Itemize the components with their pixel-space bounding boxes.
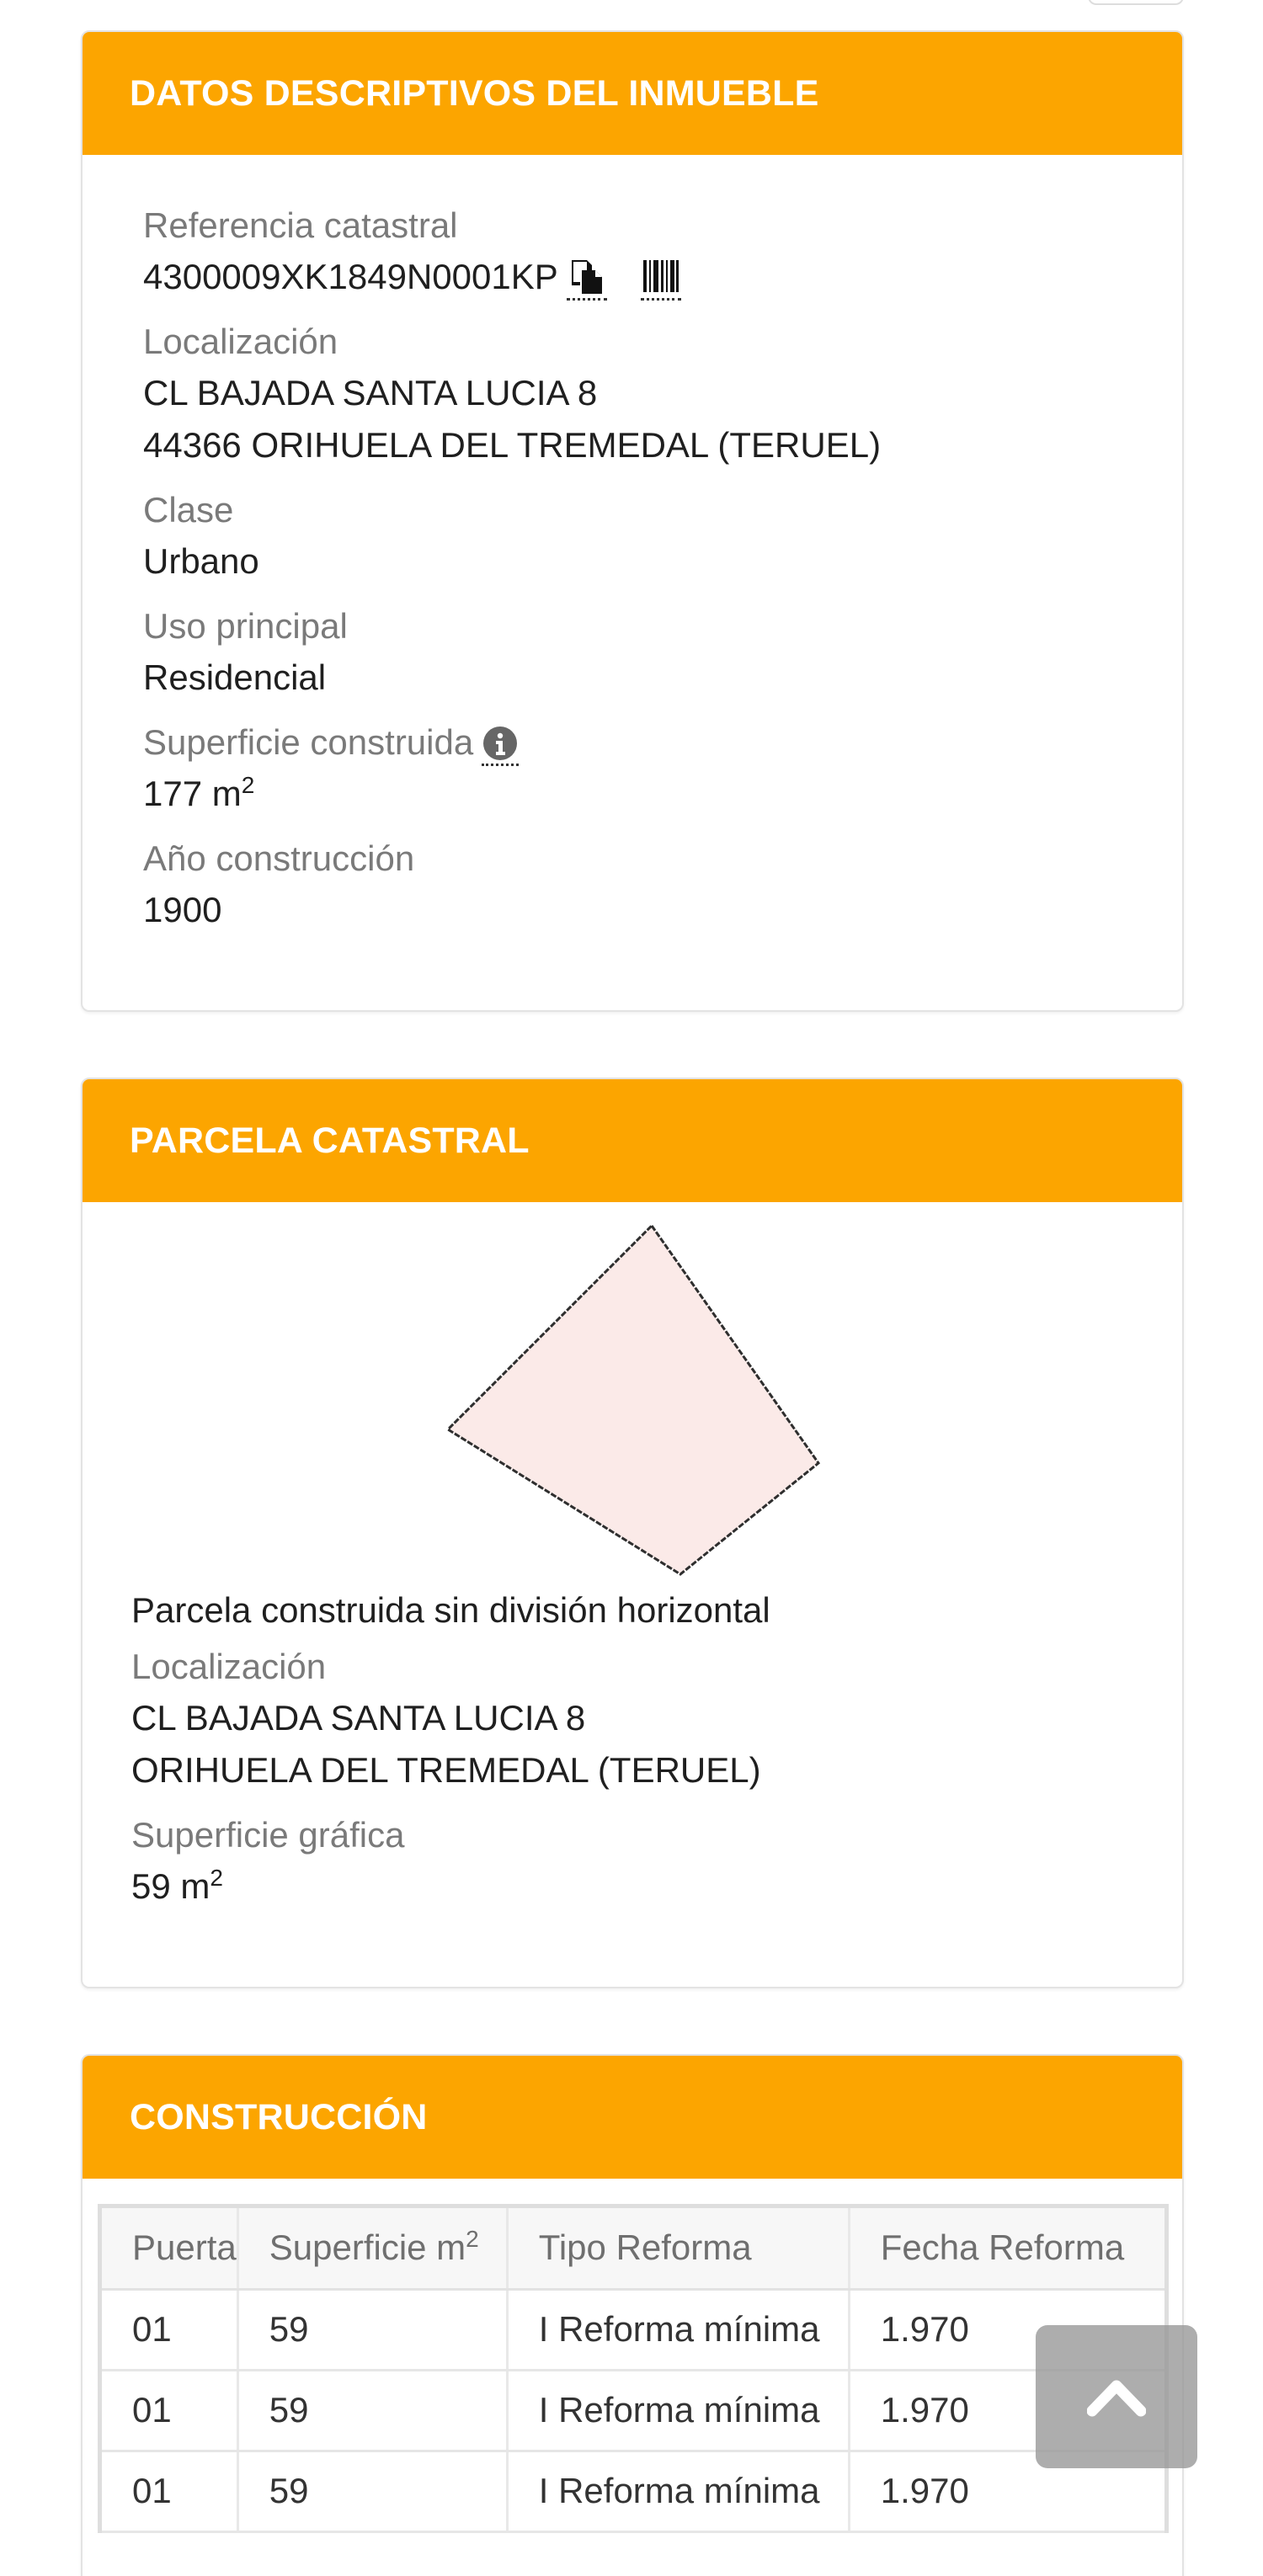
barcode-icon[interactable] (641, 254, 681, 301)
parcel-shape (448, 1226, 818, 1574)
datos-descriptivos-card (81, 30, 1184, 1012)
column-header-fecha-reforma: Fecha Reforma (849, 2208, 1164, 2289)
unit-superscript: 2 (466, 2226, 479, 2253)
localizacion-line-2: 44366 ORIHUELA DEL TREMEDAL (TERUEL) (143, 425, 882, 465)
info-circle-icon[interactable] (482, 723, 519, 766)
cell-tipo-reforma: I Reforma mínima (507, 2289, 849, 2370)
field-label-superficie-construida (143, 717, 1182, 768)
anio-construccion-value: 1900 (143, 890, 222, 929)
superficie-construida-label-text: Superficie construida (143, 722, 474, 762)
section-title: CONSTRUCCIÓN (130, 2096, 428, 2137)
cell-tipo-reforma: I Reforma mínima (507, 2451, 849, 2531)
referencia-catastral-row (143, 251, 1182, 303)
cell-fecha-reforma: 1.970 (849, 2370, 1164, 2451)
table-row (102, 2451, 1164, 2531)
column-header-puerta: Puerta (102, 2208, 237, 2289)
construccion-table (102, 2208, 1164, 2533)
chevron-up-icon (1087, 2376, 1146, 2418)
parcela-tipo: Parcela construida sin división horizontal (131, 1590, 770, 1630)
cell-fecha-reforma: 1.970 (849, 2451, 1164, 2531)
parcel-map (83, 1202, 1182, 1589)
table-row (102, 2370, 1164, 2451)
card-header (83, 32, 1182, 155)
superficie-grafica-number: 59 m (131, 1866, 210, 1906)
field-label-clase: Clase (143, 490, 234, 530)
column-header-tipo-reforma: Tipo Reforma (507, 2208, 849, 2289)
superficie-construida-value (143, 768, 1182, 820)
superficie-header-text: Superficie m (269, 2227, 466, 2268)
clase-value: Urbano (143, 541, 259, 581)
superficie-grafica-value (131, 1860, 770, 1913)
parcela-localizacion-value (131, 1692, 770, 1796)
field-label-localizacion: Localización (131, 1647, 327, 1686)
card-header (83, 1079, 1182, 1202)
cell-tipo-reforma: I Reforma mínima (507, 2370, 849, 2451)
superficie-construida-number: 177 m (143, 774, 242, 813)
cell-superficie: 59 (237, 2370, 507, 2451)
field-label-uso: Uso principal (143, 606, 348, 646)
section-title: DATOS DESCRIPTIVOS DEL INMUEBLE (130, 72, 819, 114)
field-label-localizacion: Localización (143, 322, 338, 361)
unit-superscript: 2 (241, 772, 255, 798)
construccion-card (81, 2054, 1184, 2576)
cell-puerta: 01 (102, 2289, 237, 2370)
uso-value: Residencial (143, 657, 327, 697)
column-header-superficie (237, 2208, 507, 2289)
localizacion-line-1: CL BAJADA SANTA LUCIA 8 (143, 373, 598, 412)
field-label-referencia: Referencia catastral (143, 205, 458, 245)
cell-puerta: 01 (102, 2451, 237, 2531)
unit-superscript: 2 (210, 1865, 223, 1891)
field-label-anio: Año construcción (143, 838, 415, 878)
top-button-edge (1088, 0, 1184, 5)
parcela-localizacion-line-1: CL BAJADA SANTA LUCIA 8 (131, 1698, 586, 1738)
localizacion-value (143, 367, 1182, 471)
copy-document-icon[interactable] (567, 254, 607, 301)
cell-puerta: 01 (102, 2370, 237, 2451)
table-header-row (102, 2208, 1164, 2289)
cell-superficie: 59 (237, 2289, 507, 2370)
cell-superficie: 59 (237, 2451, 507, 2531)
construccion-table-wrapper[interactable] (98, 2204, 1169, 2533)
scroll-to-top-button[interactable] (1036, 2325, 1197, 2468)
parcela-catastral-card (81, 1078, 1184, 1988)
cell-fecha-reforma: 1.970 (849, 2289, 1164, 2370)
table-row (102, 2289, 1164, 2370)
section-title: PARCELA CATASTRAL (130, 1120, 530, 1161)
field-label-superficie-grafica: Superficie gráfica (131, 1815, 405, 1855)
referencia-catastral-value: 4300009XK1849N0001KP (143, 257, 558, 296)
parcela-localizacion-line-2: ORIHUELA DEL TREMEDAL (TERUEL) (131, 1750, 761, 1790)
card-header (83, 2056, 1182, 2179)
